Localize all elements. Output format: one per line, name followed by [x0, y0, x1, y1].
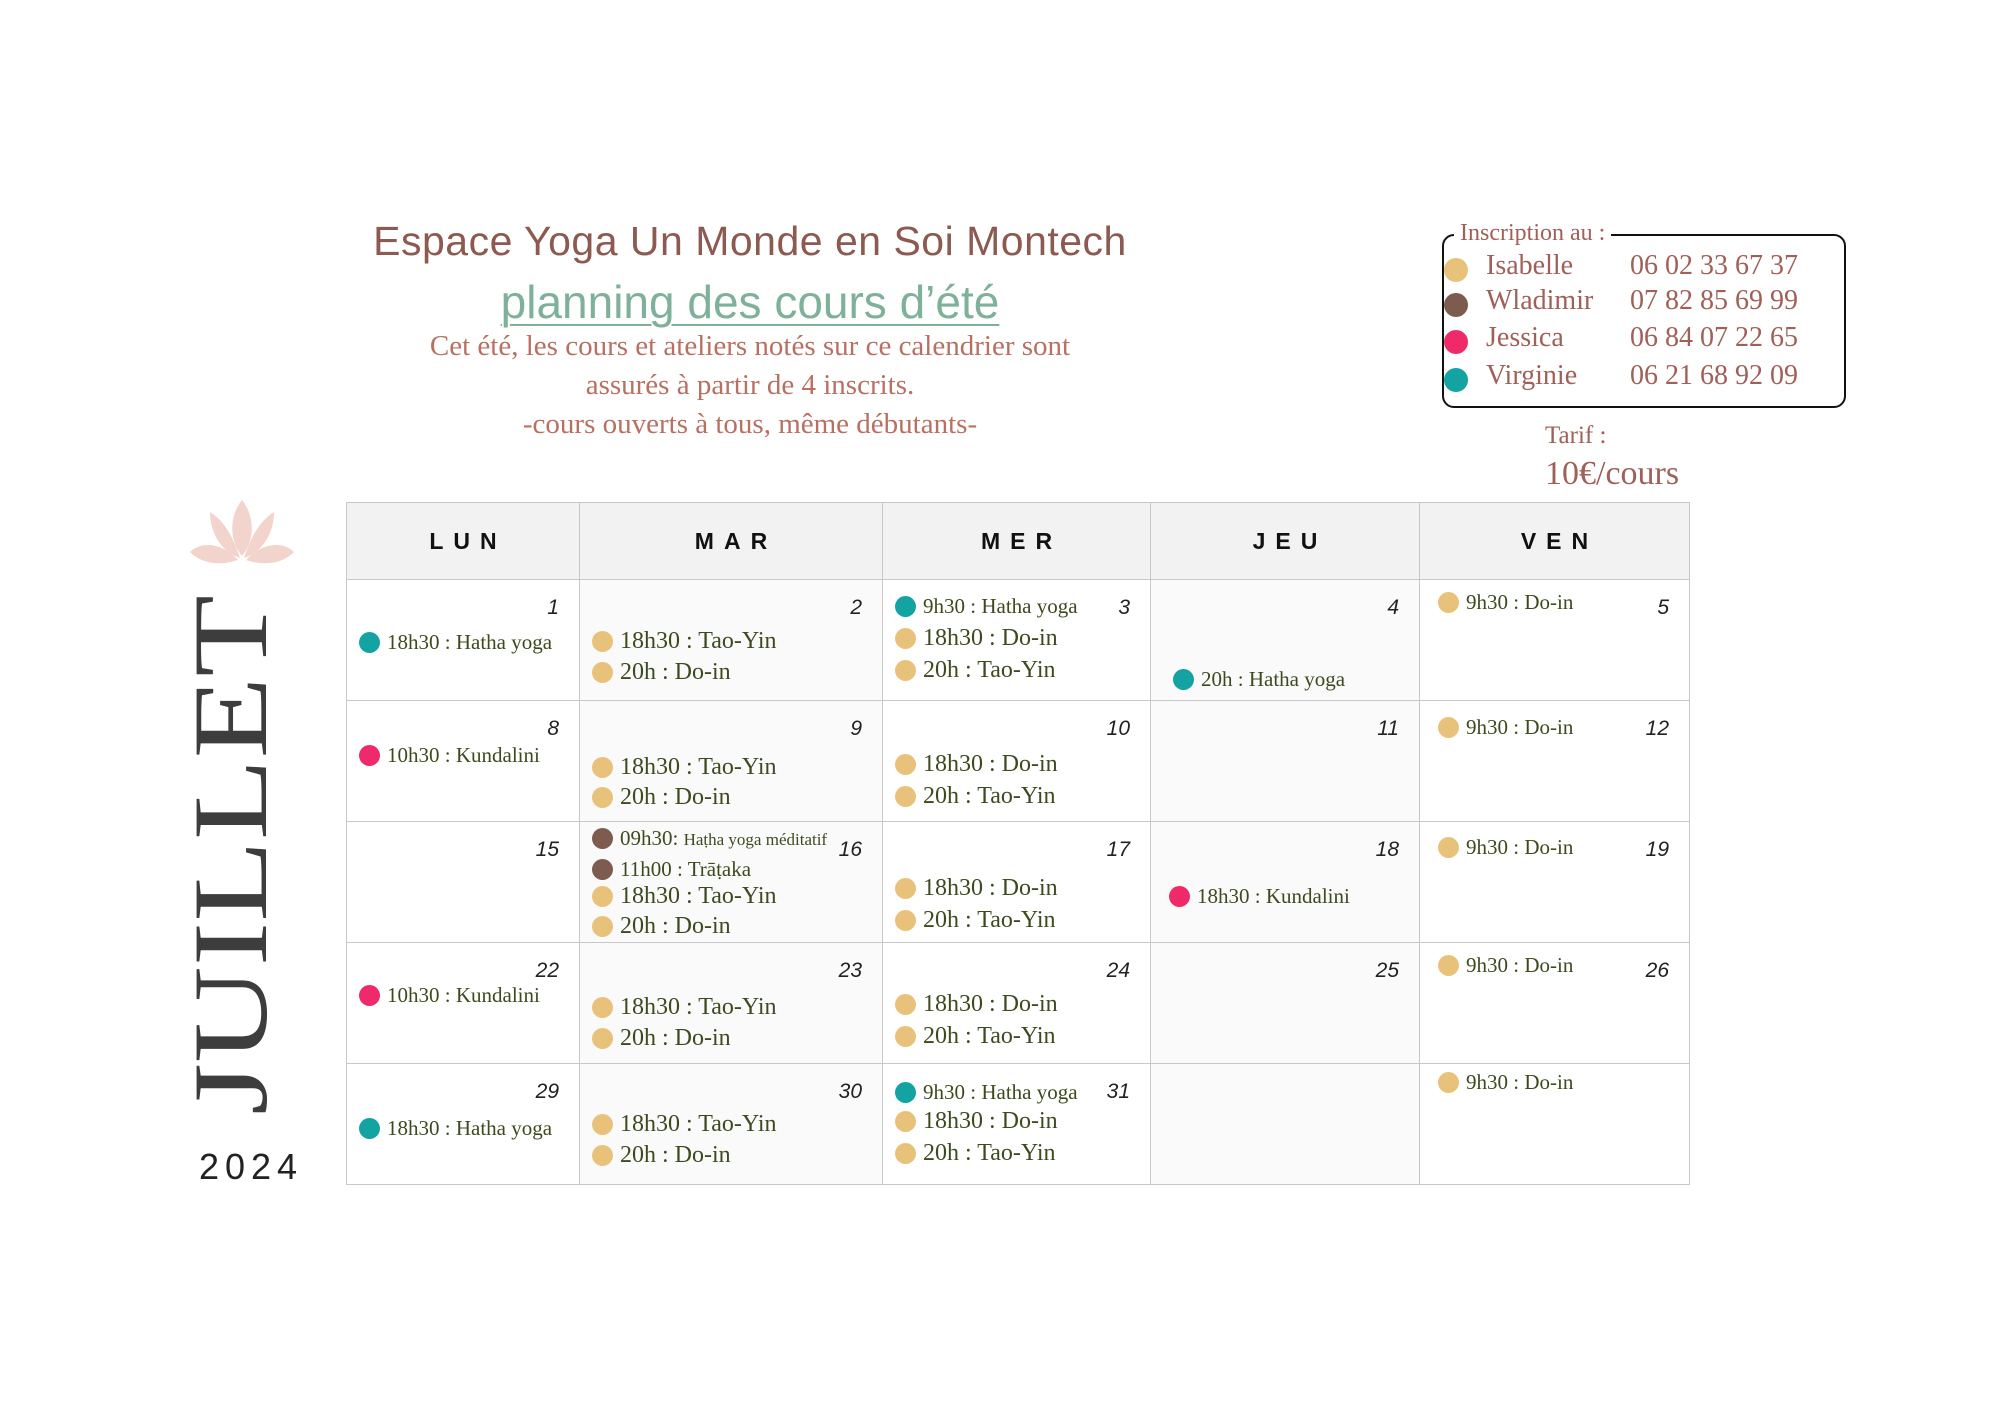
- event-do-in: 9h30 : Do-in: [1438, 588, 1573, 616]
- teacher-dot-isabelle: [1438, 717, 1459, 738]
- teacher-dot-isabelle: [592, 757, 613, 778]
- day-cell-18: [1151, 822, 1420, 943]
- intro-line-3: -cours ouverts à tous, même débutants-: [522, 408, 978, 440]
- day-number: 11: [1377, 717, 1399, 740]
- teacher-dot-isabelle: [895, 660, 916, 681]
- teacher-dot-isabelle: [592, 662, 613, 683]
- teacher-dot-isabelle: [895, 1143, 916, 1164]
- day-cell-22: [347, 943, 580, 1064]
- day-number: 29: [535, 1080, 559, 1103]
- event-tao-yin: 18h30 : Tao-Yin: [592, 753, 777, 781]
- day-cell-30: [580, 1064, 883, 1185]
- weekday-lun: LUN: [347, 503, 580, 580]
- day-number: 5: [1657, 596, 1669, 619]
- day-number: 1: [547, 596, 559, 619]
- day-number: 16: [838, 838, 862, 861]
- event-do-in: 9h30 : Do-in: [1438, 951, 1573, 979]
- event-do-in: 9h30 : Do-in: [1438, 1068, 1573, 1096]
- day-number: 24: [1106, 959, 1130, 982]
- day-cell-11: [1151, 701, 1420, 822]
- day-number: 9: [850, 717, 862, 740]
- teacher-dot-isabelle: [1438, 1072, 1459, 1093]
- teacher-dot-isabelle: [895, 878, 916, 899]
- day-cell-16: [580, 822, 883, 943]
- week-row: [347, 822, 1690, 943]
- event-do-in: 18h30 : Do-in: [895, 990, 1058, 1018]
- teacher-dot-isabelle: [592, 997, 613, 1018]
- day-number: 4: [1387, 596, 1399, 619]
- calendar-table: [346, 502, 1690, 1185]
- day-cell-23: [580, 943, 883, 1064]
- contact-virginie: [1444, 360, 1844, 396]
- event-tao-yin: 18h30 : Tao-Yin: [592, 1110, 777, 1138]
- day-cell-1: [347, 580, 580, 701]
- week-row: [347, 943, 1690, 1064]
- inscription-title: Inscription au :: [1454, 220, 1611, 247]
- page-title: Espace Yoga Un Monde en Soi Montech: [373, 218, 1127, 264]
- event-do-in: 9h30 : Do-in: [1438, 833, 1573, 861]
- event-hatha-yoga: 18h30 : Hatha yoga: [359, 628, 552, 656]
- event-kundalini: 10h30 : Kundalini: [359, 741, 540, 769]
- event-kundalini: 10h30 : Kundalini: [359, 981, 540, 1009]
- teacher-dot-isabelle: [895, 754, 916, 775]
- contact-jessica: [1444, 322, 1844, 358]
- day-cell-4: [1151, 580, 1420, 701]
- event-tao-yin: 18h30 : Tao-Yin: [592, 882, 777, 910]
- month-title: [172, 595, 290, 1115]
- event-tao-yin: 18h30 : Tao-Yin: [592, 627, 777, 655]
- day-cell-8: [347, 701, 580, 822]
- teacher-dot-isabelle: [895, 910, 916, 931]
- day-number: 3: [1118, 596, 1130, 619]
- contact-color-dot: [1444, 293, 1468, 317]
- teacher-dot-wladimir: [592, 828, 613, 849]
- day-number: 30: [838, 1080, 862, 1103]
- event-trataka: 11h00 : Trāṭaka: [592, 855, 751, 883]
- event-do-in: 18h30 : Do-in: [895, 624, 1058, 652]
- teacher-dot-isabelle: [895, 628, 916, 649]
- contact-phone: 06 84 07 22 65: [1630, 322, 1798, 353]
- teacher-dot-jessica: [359, 985, 380, 1006]
- teacher-dot-virginie: [359, 1118, 380, 1139]
- teacher-dot-isabelle: [1438, 955, 1459, 976]
- teacher-dot-isabelle: [895, 1026, 916, 1047]
- event-kundalini: 18h30 : Kundalini: [1169, 882, 1350, 910]
- teacher-dot-virginie: [1173, 669, 1194, 690]
- contact-isabelle: [1444, 250, 1844, 286]
- event-hatha-yoga: 18h30 : Hatha yoga: [359, 1114, 552, 1142]
- event-tao-yin: 20h : Tao-Yin: [895, 656, 1056, 684]
- day-number: 12: [1645, 717, 1669, 740]
- day-cell-15: [347, 822, 580, 943]
- event-do-in: 20h : Do-in: [592, 1024, 731, 1052]
- day-number: 22: [535, 959, 559, 982]
- teacher-dot-isabelle: [592, 916, 613, 937]
- event-do-in: 18h30 : Do-in: [895, 874, 1058, 902]
- event-do-in: 20h : Do-in: [592, 658, 731, 686]
- week-row: [347, 1064, 1690, 1185]
- event-tao-yin: 20h : Tao-Yin: [895, 906, 1056, 934]
- contact-color-dot: [1444, 330, 1468, 354]
- event-do-in: 20h : Do-in: [592, 1141, 731, 1169]
- lotus-icon: [188, 498, 296, 566]
- day-number: 25: [1375, 959, 1399, 982]
- day-number: 26: [1645, 959, 1669, 982]
- teacher-dot-jessica: [1169, 886, 1190, 907]
- teacher-dot-isabelle: [895, 786, 916, 807]
- teacher-dot-virginie: [359, 632, 380, 653]
- teacher-dot-virginie: [895, 1082, 916, 1103]
- intro-line-1: Cet été, les cours et ateliers notés sur ce calendrier sont: [429, 330, 1071, 362]
- event-hatha-yoga-meditatif: 09h30: Haṭha yoga méditatif: [592, 824, 827, 854]
- event-do-in: 20h : Do-in: [592, 912, 731, 940]
- day-number: 31: [1106, 1080, 1130, 1103]
- event-tao-yin: 18h30 : Tao-Yin: [592, 993, 777, 1021]
- weekday-ven: VEN: [1420, 503, 1690, 580]
- tarif-label: Tarif :: [1545, 422, 1607, 449]
- teacher-dot-isabelle: [592, 1114, 613, 1135]
- event-do-in: 20h : Do-in: [592, 783, 731, 811]
- day-cell-fri-week5: [1420, 1064, 1690, 1185]
- event-hatha-yoga: 20h : Hatha yoga: [1173, 665, 1345, 693]
- contact-name: Virginie: [1486, 360, 1578, 391]
- day-cell-5: [1420, 580, 1690, 701]
- weekday-mer: MER: [883, 503, 1151, 580]
- contact-color-dot: [1444, 368, 1468, 392]
- event-do-in: 18h30 : Do-in: [895, 750, 1058, 778]
- teacher-dot-isabelle: [1438, 837, 1459, 858]
- contact-name: Isabelle: [1486, 250, 1574, 281]
- teacher-dot-isabelle: [895, 1111, 916, 1132]
- weekday-jeu: JEU: [1151, 503, 1420, 580]
- contact-color-dot: [1444, 258, 1468, 282]
- month-text: JUILLET: [172, 702, 289, 1115]
- week-row: [347, 701, 1690, 822]
- event-tao-yin: 20h : Tao-Yin: [895, 782, 1056, 810]
- day-cell-9: [580, 701, 883, 822]
- event-hatha-yoga: 9h30 : Hatha yoga: [895, 592, 1078, 620]
- day-number: 19: [1645, 838, 1669, 861]
- weekday-mar: MAR: [580, 503, 883, 580]
- event-do-in: 18h30 : Do-in: [895, 1107, 1058, 1135]
- contact-phone: 06 21 68 92 09: [1630, 360, 1798, 391]
- day-cell-17: [883, 822, 1151, 943]
- teacher-dot-isabelle: [592, 631, 613, 652]
- day-number: 17: [1106, 838, 1130, 861]
- day-number: 18: [1375, 838, 1399, 861]
- day-cell-12: [1420, 701, 1690, 822]
- day-cell-29: [347, 1064, 580, 1185]
- tarif-value: 10€/cours: [1545, 455, 1680, 492]
- teacher-dot-isabelle: [592, 1145, 613, 1166]
- intro-line-2: assurés à partir de 4 inscrits.: [585, 369, 915, 401]
- teacher-dot-isabelle: [592, 787, 613, 808]
- event-tao-yin: 20h : Tao-Yin: [895, 1022, 1056, 1050]
- day-number: 23: [838, 959, 862, 982]
- day-cell-empty: [1151, 1064, 1420, 1185]
- teacher-dot-isabelle: [1438, 592, 1459, 613]
- year-label: 2024: [198, 1146, 304, 1187]
- weekday-header-row: [347, 503, 1690, 580]
- contact-phone: 06 02 33 67 37: [1630, 250, 1798, 281]
- contact-name: Wladimir: [1486, 285, 1594, 316]
- teacher-dot-isabelle: [592, 1028, 613, 1049]
- day-number: 2: [850, 596, 862, 619]
- day-cell-24: [883, 943, 1151, 1064]
- contact-name: Jessica: [1486, 322, 1564, 353]
- day-cell-3: [883, 580, 1151, 701]
- contact-phone: 07 82 85 69 99: [1630, 285, 1798, 316]
- day-cell-19: [1420, 822, 1690, 943]
- teacher-dot-virginie: [895, 596, 916, 617]
- event-tao-yin: 20h : Tao-Yin: [895, 1139, 1056, 1167]
- teacher-dot-isabelle: [895, 994, 916, 1015]
- day-cell-10: [883, 701, 1151, 822]
- page-subtitle: planning des cours d’été: [500, 276, 1000, 328]
- event-hatha-yoga: 9h30 : Hatha yoga: [895, 1078, 1078, 1106]
- day-number: 15: [535, 838, 559, 861]
- contact-wladimir: [1444, 285, 1844, 321]
- week-row: [347, 580, 1690, 701]
- calendar: [346, 502, 1689, 1186]
- day-cell-25: [1151, 943, 1420, 1064]
- day-cell-31: [883, 1064, 1151, 1185]
- teacher-dot-isabelle: [592, 886, 613, 907]
- event-do-in: 9h30 : Do-in: [1438, 713, 1573, 741]
- day-number: 8: [547, 717, 559, 740]
- day-cell-26: [1420, 943, 1690, 1064]
- day-number: 10: [1106, 717, 1130, 740]
- day-cell-2: [580, 580, 883, 701]
- teacher-dot-wladimir: [592, 859, 613, 880]
- teacher-dot-jessica: [359, 745, 380, 766]
